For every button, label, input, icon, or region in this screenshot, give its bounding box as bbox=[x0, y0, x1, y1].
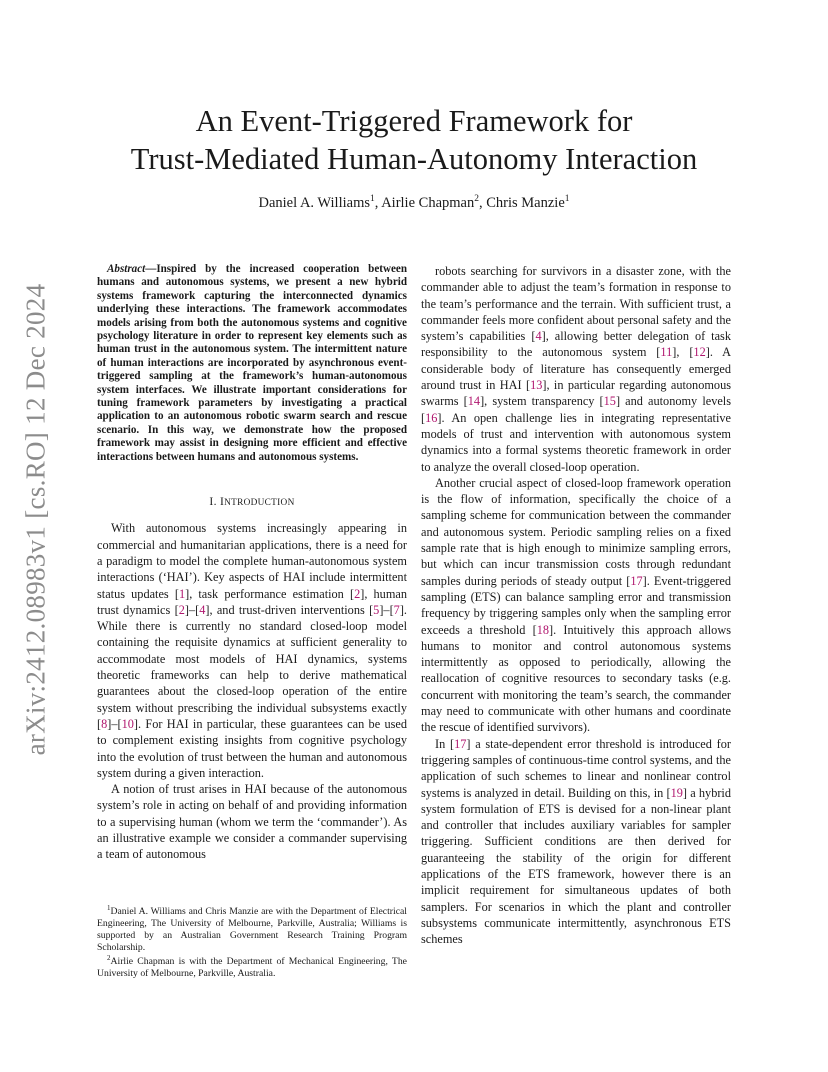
paper-title bbox=[80, 102, 748, 178]
body-paragraph bbox=[421, 736, 731, 948]
author-affiliation-mark: 1 bbox=[370, 194, 375, 204]
paragraph-text: ]–[ bbox=[107, 716, 122, 731]
paragraph-text: A notion of trust arises in HAI because of the autonomous system’s role in acting on behalf of and providing information to a supervising human (whom we term the ‘commander’). As an illustrative example we consider a commander supervising a team of autonomous bbox=[97, 782, 407, 862]
body-paragraph bbox=[97, 520, 407, 781]
section-number: I. bbox=[209, 495, 220, 509]
abstract bbox=[97, 263, 407, 464]
left-column bbox=[97, 263, 407, 863]
author-separator: , bbox=[478, 194, 487, 211]
citation-link[interactable]: 18 bbox=[536, 622, 550, 637]
right-column bbox=[421, 263, 731, 947]
paragraph-text: ], and trust-driven interventions [ bbox=[205, 602, 374, 617]
citation-link[interactable]: 2 bbox=[354, 586, 361, 601]
body-paragraph bbox=[97, 781, 407, 862]
author-name: Daniel A. Williams bbox=[258, 194, 370, 211]
author-affiliation-mark: 2 bbox=[474, 194, 479, 204]
paragraph-text: With autonomous systems increasingly appearing in commercial and humanitarian applications, there is a need for a paradigm to model the complete human-autonomous system interactions (‘HAI’). Key aspects of HAI include intermittent status updates [ bbox=[97, 521, 407, 601]
paragraph-text: robots searching for survivors in a disaster zone, with the commander able to adjust the team’s formation in response to the team’s performance and the terrain. With sufficient trust, a commander feels more confident about personal safety and the system’s capabilities [ bbox=[421, 264, 731, 344]
arxiv-identifier-text: arXiv:2412.08983v1 [cs.RO] 12 Dec 2024 bbox=[20, 283, 51, 756]
citation-link[interactable]: 2 bbox=[178, 602, 185, 617]
paragraph-text: ]. For HAI in particular, these guarantees can be used to complement existing insights from cognitive psychology into the evolution of trust between the human and autonomous system during a given interaction. bbox=[97, 716, 407, 780]
paragraph-text: ]. Intuitively this approach allows humans to monitor and control autonomous systems intermittently as opposed to periodically, allowing the reallocation of cognitive resources to secondary tasks (e.g. concurrent with monitoring the team’s search, the commander may need to communicate with other humans and coordinate the rescue of identified survivors). bbox=[421, 622, 731, 735]
citation-link[interactable]: 8 bbox=[101, 716, 108, 731]
footnote bbox=[97, 903, 407, 953]
paragraph-text: ], task performance estimation [ bbox=[185, 586, 355, 601]
citation-link[interactable]: 14 bbox=[467, 394, 481, 409]
left-column-body bbox=[97, 520, 407, 862]
footnotes bbox=[97, 903, 407, 980]
paragraph-text: ] a hybrid system formulation of ETS is devised for a non-linear plant and controller that includes auxiliary variables for sampler triggering. Sufficient conditions are then derived for guaranteeing the stability of the origin for different applications of the ETS framework, however there is an implicit requirement for simultaneous updates of both samplers. For scenarios in which the plant and controller subsystems communicate intermittently, asynchronous ETS schemes bbox=[421, 785, 731, 947]
section-title-rest: NTRODUCTION bbox=[224, 498, 295, 509]
paragraph-text: ]. While there is currently no standard closed-loop model containing the requisite dynamics at sufficient generality to accommodate most models of HAI dynamics, systems theoretic frameworks can help to derive mathematical guarantees about the closed-loop operation of the entire system without prescribing the individual subsystems exactly [ bbox=[97, 602, 407, 731]
paragraph-text: In [ bbox=[435, 736, 455, 751]
paragraph-text: ], in particular regarding autonomous swarms [ bbox=[421, 378, 731, 409]
paragraph-text: Another crucial aspect of closed-loop framework operation is the flow of information, specifically the choice of a sampling scheme for communication between the commander and autonomous system. Periodic sampling relies on a fixed sample rate that is high enough to minimize sampling errors, but which can incur transmission costs through redundant samples during periods of steady output [ bbox=[421, 475, 731, 588]
paragraph-text: ] and autonomy levels [ bbox=[421, 394, 731, 425]
body-paragraph bbox=[421, 263, 731, 475]
paragraph-text: ] a state-dependent error threshold is introduced for triggering samples of continuous-time control systems, and the application of such schemes to linear and nonlinear control systems is analyzed in detail. Building on this, in [ bbox=[421, 736, 731, 800]
paragraph-text: ], [ bbox=[672, 345, 694, 360]
footnote bbox=[97, 953, 407, 980]
footnote-mark: 1 bbox=[107, 904, 111, 912]
arxiv-identifier-stamp bbox=[16, 282, 56, 757]
paragraph-text: ], human trust dynamics [ bbox=[97, 586, 407, 617]
author-affiliation-mark: 1 bbox=[564, 194, 570, 204]
title-line-2: Trust-Mediated Human-Autonomy Interaction bbox=[130, 142, 698, 176]
citation-link[interactable]: 12 bbox=[693, 345, 706, 360]
paragraph-text: ]. Event-triggered sampling (ETS) can balance sampling error and transmission frequency by triggering samples only when the sampling error exceeds a threshold [ bbox=[421, 573, 731, 637]
citation-link[interactable]: 19 bbox=[670, 785, 683, 800]
title-line-1: An Event-Triggered Framework for bbox=[195, 104, 633, 138]
citation-link[interactable]: 4 bbox=[199, 602, 206, 617]
paragraph-text: ]–[ bbox=[184, 602, 200, 617]
paragraph-text: ]. An open challenge lies in integrating representative models of trust and intervention with autonomous system dynamics into a formal systems theoretic framework in order to analyze the overall closed-loop operation. bbox=[421, 410, 731, 474]
citation-link[interactable]: 16 bbox=[425, 410, 438, 425]
citation-link[interactable]: 17 bbox=[630, 573, 643, 588]
section-initial: I bbox=[219, 495, 225, 509]
body-paragraph bbox=[421, 475, 731, 736]
abstract-text: —Inspired by the increased cooperation between humans and autonomous systems, we present a new hybrid systems framework capturing the interconnected dynamics underlying these interactions. The framework accommodates models arising from both the autonomous systems and cognitive psychology literature in order to represent key elements such as human trust in the autonomous system. The intermittent nature of human interactions are incorporated by asynchronous event-triggered sampling at the framework’s human-autonomous system interfaces. We illustrate important considerations for tuning framework parameters by investigating a practical application to an autonomous robotic swarm search and rescue scenario. In this way, we demonstrate how the proposed framework may assist in designing more efficient and effective interactions between humans and autonomous systems. bbox=[97, 263, 407, 463]
footnote-text: Airlie Chapman is with the Department of Mechanical Engineering, The University of Melbourne, Parkville, Australia. bbox=[97, 956, 407, 980]
citation-link[interactable]: 1 bbox=[178, 586, 186, 601]
paragraph-text: ], system transparency [ bbox=[480, 394, 604, 409]
paragraph-text: ]. A considerable body of literature has consequently emerged around trust in HAI [ bbox=[421, 345, 731, 393]
author-name: Chris Manzie bbox=[486, 194, 565, 211]
citation-link[interactable]: 17 bbox=[454, 736, 467, 751]
abstract-label: Abstract bbox=[107, 263, 146, 275]
author-name: Airlie Chapman bbox=[381, 194, 475, 211]
citation-link[interactable]: 4 bbox=[535, 329, 542, 344]
citation-link[interactable]: 5 bbox=[373, 602, 380, 617]
author-separator: , bbox=[374, 194, 382, 211]
footnote-text: Daniel A. Williams and Chris Manzie are with the Department of Electrical Engineering, The University of Melbourne, Parkville, Australia; Williams is supported by an Australian Government Research Training Program Scholarship. bbox=[97, 906, 407, 953]
footnote-mark: 2 bbox=[107, 954, 111, 963]
citation-link[interactable]: 10 bbox=[121, 716, 134, 731]
author-list bbox=[80, 194, 748, 212]
section-heading-introduction bbox=[97, 494, 407, 511]
citation-link[interactable]: 11 bbox=[660, 345, 673, 360]
paragraph-text: ]–[ bbox=[379, 602, 394, 617]
paragraph-text: ], allowing better delegation of task responsibility to the autonomous system [ bbox=[421, 329, 731, 360]
citation-link[interactable]: 15 bbox=[603, 394, 616, 409]
citation-link[interactable]: 7 bbox=[393, 602, 400, 617]
citation-link[interactable]: 13 bbox=[530, 378, 543, 393]
right-column-body bbox=[421, 263, 731, 947]
